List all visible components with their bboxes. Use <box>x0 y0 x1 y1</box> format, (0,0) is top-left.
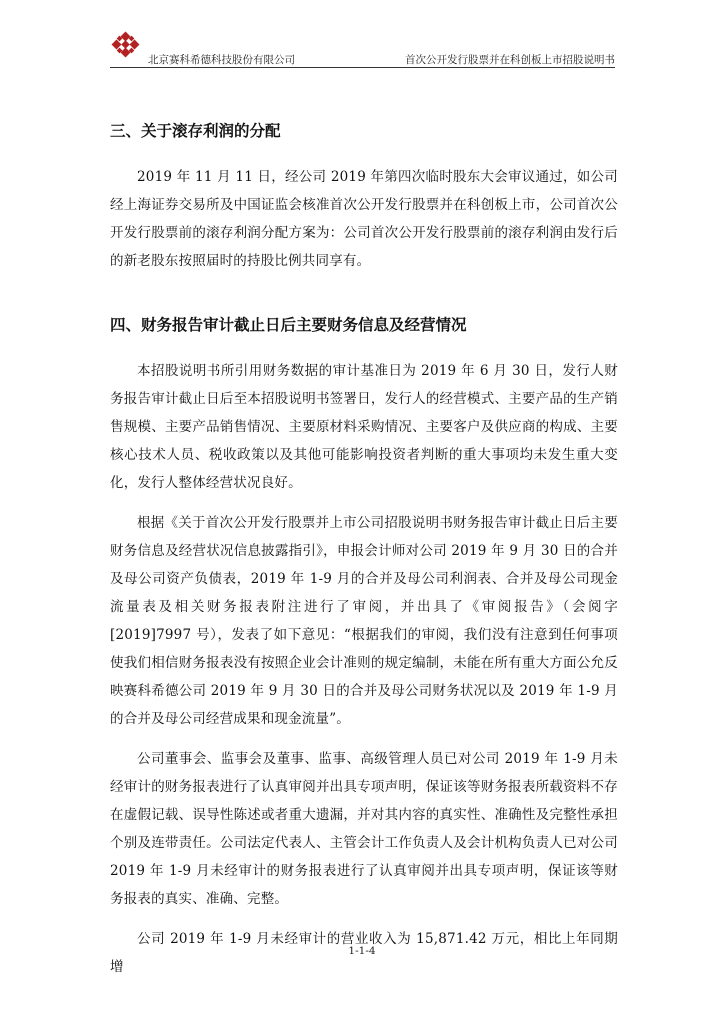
header-company-name: 北京赛科希德科技股份有限公司 <box>148 54 295 66</box>
paragraph-board-statement: 公司董事会、监事会及董事、监事、高级管理人员已对公司 2019 年 1-9 月未经审计的财务报表进行了认真审阅并出具专项声明，保证该等财务报表所载资料不存在虚假记载、误导性陈述或者重大遗漏，并对其内容的真实性、准确性及完整性承担个别及连带责任。公司法定代表人、主管会计工作负责人及会计机构负责人已对公司 2019 年 1-9 月未经审计的财务报表进行了认真审阅并出具专项声明，保证该等财务报表的真实、准确、完整。 <box>110 751 618 907</box>
section-heading-retained-profit: 三、关于滚存利润的分配 <box>110 122 281 140</box>
header-document-title: 首次公开发行股票并在科创板上市招股说明书 <box>405 54 615 66</box>
paragraph-review-opinion: 根据《关于首次公开发行股票并上市公司招股说明书财务报告审计截止日后主要财务信息及经营状况信息披露指引》，申报会计师对公司 2019 年 9 月 30 日的合并及母公司资产负债表，2019 年 1-9 月的合并及母公司利润表、合并及母公司现金流量表及相关财务报表附注进行了审阅，并出具了《审阅报告》（会阅字[2019]7997 号），发表了如下意见：“根据我们的审阅，我们没有注意到任何事项使我们相信财务报表没有按照企业会计准则的规定编制，未能在所有重大方面公允反映赛科希德公司 2019 年 9 月 30 日的合并及母公司财务状况以及 2019 年 1-9 月的合并及母公司经营成果和现金流量”。 <box>110 515 618 727</box>
paragraph-retained-profit: 2019 年 11 月 11 日，经公司 2019 年第四次临时股东大会审议通过，如公司经上海证券交易所及中国证监会核准首次公开发行股票并在科创板上市，公司首次公开发行股票前的滚存利润分配方案为：公司首次公开发行股票前的滚存利润由发行后的新老股东按照届时的持股比例共同享有。 <box>110 169 618 269</box>
page-header <box>110 30 615 70</box>
paragraph-audit-base-date: 本招股说明书所引用财务数据的审计基准日为 2019 年 6 月 30 日，发行人财务报告审计截止日后至本招股说明书签署日，发行人的经营模式、主要产品的生产销售规模、主要产品销售情况、主要原材料采购情况、主要客户及供应商的构成、主要核心技术人员、税收政策以及其他可能影响投资者判断的重大事项均未发生重大变化，发行人整体经营状况良好。 <box>110 363 618 491</box>
header-divider <box>110 67 615 68</box>
page-number: 1-1-4 <box>348 945 376 957</box>
company-logo-icon <box>110 30 142 62</box>
document-body <box>110 117 618 981</box>
paragraph-revenue: 公司 2019 年 1-9 月未经审计的营业收入为 15,871.42 万元，相比上年同期增 <box>110 931 618 975</box>
section-heading-post-audit-info: 四、财务报告审计截止日后主要财务信息及经营情况 <box>110 316 467 334</box>
